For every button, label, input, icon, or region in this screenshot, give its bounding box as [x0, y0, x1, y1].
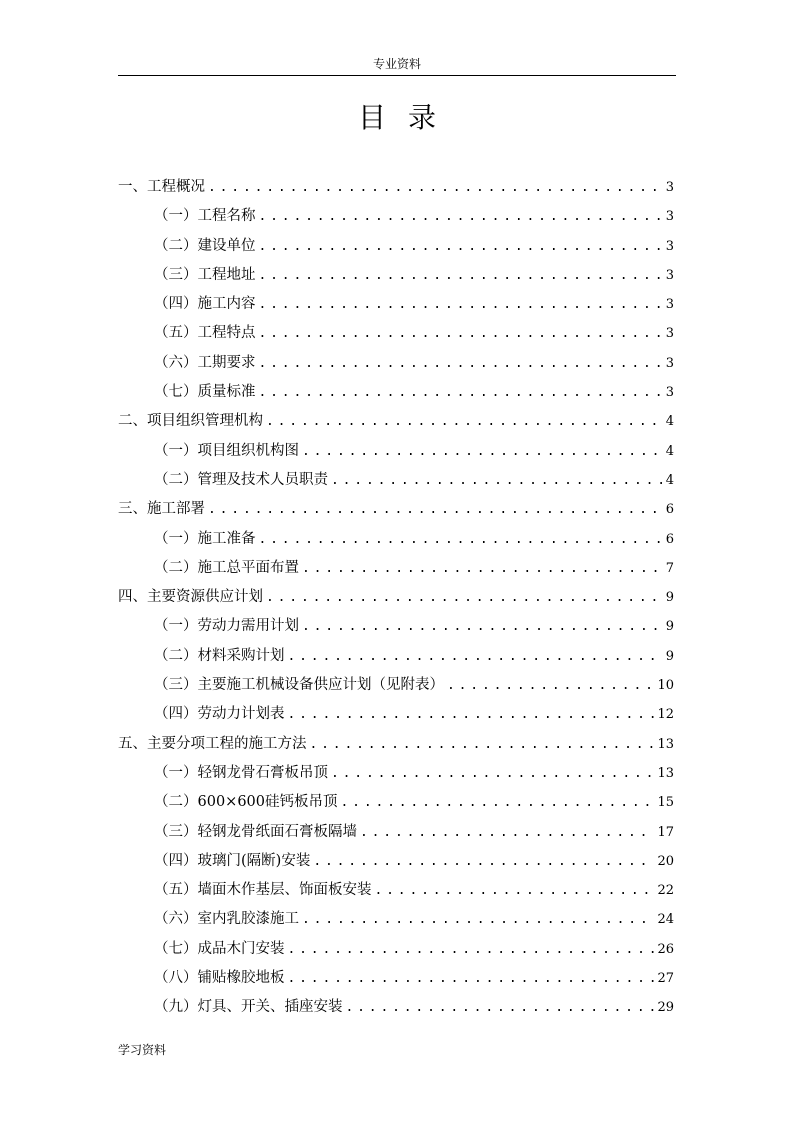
toc-section-entry[interactable]	[118, 440, 674, 469]
toc-section-entry[interactable]	[118, 322, 674, 351]
toc-page-number: 3	[665, 267, 674, 283]
toc-section-entry[interactable]	[118, 967, 674, 996]
toc-dot-leader	[208, 177, 663, 199]
toc-entry-label: （五）工程特点	[154, 325, 256, 342]
toc-entry-label: （二）施工总平面布置	[154, 559, 299, 576]
toc-section-entry[interactable]	[118, 938, 674, 967]
toc-section-entry[interactable]	[118, 645, 674, 674]
toc-entry-label: （九）灯具、开关、插座安装	[154, 999, 343, 1016]
toc-entry-label: （三）主要施工机械设备供应计划（见附表）	[154, 677, 444, 694]
toc-dot-leader	[288, 968, 655, 990]
toc-entry-label: （二）材料采购计划	[154, 647, 285, 664]
toc-page-number: 13	[657, 765, 674, 781]
toc-entry-label: （七）质量标准	[154, 384, 256, 401]
toc-entry-label: （二）600×600硅钙板吊顶	[154, 794, 338, 811]
toc-entry-label: （三）轻钢龙骨纸面石膏板隔墙	[154, 823, 357, 840]
toc-page-number: 20	[657, 853, 674, 869]
toc-page-number: 7	[665, 560, 674, 576]
toc-section-entry[interactable]	[118, 381, 674, 410]
toc-section-entry[interactable]	[118, 352, 674, 381]
toc-page-number: 6	[665, 531, 674, 547]
toc-entry-label: （四）玻璃门(隔断)安装	[154, 852, 311, 869]
toc-section-entry[interactable]	[118, 703, 674, 732]
toc-dot-leader	[259, 265, 663, 287]
toc-dot-leader	[288, 939, 655, 961]
toc-dot-leader	[288, 646, 663, 668]
toc-section-entry[interactable]	[118, 528, 674, 557]
toc-page-number: 17	[657, 824, 674, 840]
toc-entry-label: （一）轻钢龙骨石膏板吊顶	[154, 764, 328, 781]
toc-page-number: 6	[665, 502, 674, 518]
toc-dot-leader	[346, 997, 655, 1019]
toc-section-entry[interactable]	[118, 762, 674, 791]
toc-dot-leader	[259, 206, 663, 228]
toc-page-number: 12	[657, 707, 674, 723]
toc-entry-label: （三）工程地址	[154, 266, 256, 283]
toc-page-number: 9	[665, 590, 674, 606]
toc-dot-leader	[266, 587, 663, 609]
toc-section-entry[interactable]	[118, 791, 674, 820]
toc-page-number: 26	[657, 941, 674, 957]
toc-entry-label: （一）劳动力需用计划	[154, 618, 299, 635]
toc-dot-leader	[360, 822, 654, 844]
toc-chapter-entry[interactable]	[118, 586, 674, 615]
toc-dot-leader	[302, 909, 654, 931]
toc-page-number: 27	[657, 971, 674, 987]
toc-entry-label: 二、项目组织管理机构	[118, 413, 263, 430]
toc-entry-label: （一）工程名称	[154, 208, 256, 225]
toc-entry-label: （五）墙面木作基层、饰面板安装	[154, 882, 372, 899]
toc-page-number: 4	[665, 472, 674, 488]
toc-page-number: 13	[657, 736, 674, 752]
toc-dot-leader	[259, 353, 663, 375]
toc-dot-leader	[288, 704, 655, 726]
toc-page-number: 29	[657, 1000, 674, 1016]
toc-entry-label: 三、施工部署	[118, 501, 205, 518]
toc-page-number: 3	[665, 209, 674, 225]
table-of-contents	[118, 176, 674, 1026]
toc-page-number: 24	[657, 912, 674, 928]
toc-entry-label: （四）施工内容	[154, 296, 256, 313]
toc-entry-label: （六）室内乳胶漆施工	[154, 911, 299, 928]
toc-entry-label: （八）铺贴橡胶地板	[154, 970, 285, 987]
toc-section-entry[interactable]	[118, 205, 674, 234]
toc-dot-leader	[375, 880, 655, 902]
toc-page-number: 9	[665, 648, 674, 664]
toc-dot-leader	[259, 382, 663, 404]
toc-section-entry[interactable]	[118, 879, 674, 908]
toc-page-number: 9	[665, 619, 674, 635]
toc-entry-label: （六）工期要求	[154, 354, 256, 371]
toc-page-number: 4	[665, 443, 674, 459]
toc-dot-leader	[302, 558, 663, 580]
page-footer: 学习资料	[118, 1043, 167, 1057]
toc-page-number: 15	[657, 795, 674, 811]
toc-chapter-entry[interactable]	[118, 733, 674, 762]
toc-page-number: 3	[665, 180, 674, 195]
toc-entry-label: （二）管理及技术人员职责	[154, 471, 328, 488]
toc-dot-leader	[341, 792, 655, 814]
toc-section-entry[interactable]	[118, 235, 674, 264]
toc-dot-leader	[331, 763, 654, 785]
toc-page-number: 3	[665, 326, 674, 342]
toc-dot-leader	[313, 851, 654, 873]
toc-section-entry[interactable]	[118, 850, 674, 879]
toc-page-number: 3	[665, 385, 674, 401]
toc-page-number: 3	[665, 297, 674, 313]
toc-entry-label: 五、主要分项工程的施工方法	[118, 735, 307, 752]
toc-section-entry[interactable]	[118, 615, 674, 644]
toc-section-entry[interactable]	[118, 557, 674, 586]
toc-dot-leader	[266, 411, 663, 433]
toc-page-number: 3	[665, 355, 674, 371]
toc-dot-leader	[259, 294, 663, 316]
toc-page-number: 10	[657, 678, 674, 694]
toc-section-entry[interactable]	[118, 469, 674, 498]
toc-entry-label: 一、工程概况	[118, 179, 205, 195]
toc-dot-leader	[259, 323, 663, 345]
page-header: 专业资料	[372, 57, 421, 71]
toc-entry-label: （四）劳动力计划表	[154, 706, 285, 723]
toc-section-entry[interactable]	[118, 908, 674, 937]
toc-entry-label: 四、主要资源供应计划	[118, 589, 263, 606]
toc-dot-leader	[208, 499, 663, 521]
toc-section-entry[interactable]	[118, 674, 674, 703]
toc-dot-leader	[302, 441, 663, 463]
toc-dot-leader	[259, 236, 663, 258]
toc-entry-label: （一）施工准备	[154, 530, 256, 547]
toc-section-entry[interactable]	[118, 821, 674, 850]
toc-chapter-entry[interactable]	[118, 410, 674, 439]
toc-dot-leader	[310, 734, 655, 756]
toc-chapter-entry[interactable]	[118, 176, 674, 205]
toc-title: 目录	[357, 101, 458, 134]
toc-section-entry[interactable]	[118, 996, 674, 1025]
toc-page-number: 22	[657, 883, 674, 899]
toc-section-entry[interactable]	[118, 293, 674, 322]
toc-dot-leader	[331, 470, 663, 492]
toc-dot-leader	[447, 675, 654, 697]
toc-chapter-entry[interactable]	[118, 498, 674, 527]
header-divider	[118, 75, 676, 76]
toc-entry-label: （二）建设单位	[154, 237, 256, 254]
toc-page-number: 3	[665, 238, 674, 254]
toc-entry-label: （一）项目组织机构图	[154, 442, 299, 459]
toc-entry-label: （七）成品木门安装	[154, 940, 285, 957]
toc-dot-leader	[259, 529, 663, 551]
toc-page-number: 4	[665, 414, 674, 430]
toc-dot-leader	[302, 616, 663, 638]
toc-section-entry[interactable]	[118, 264, 674, 293]
